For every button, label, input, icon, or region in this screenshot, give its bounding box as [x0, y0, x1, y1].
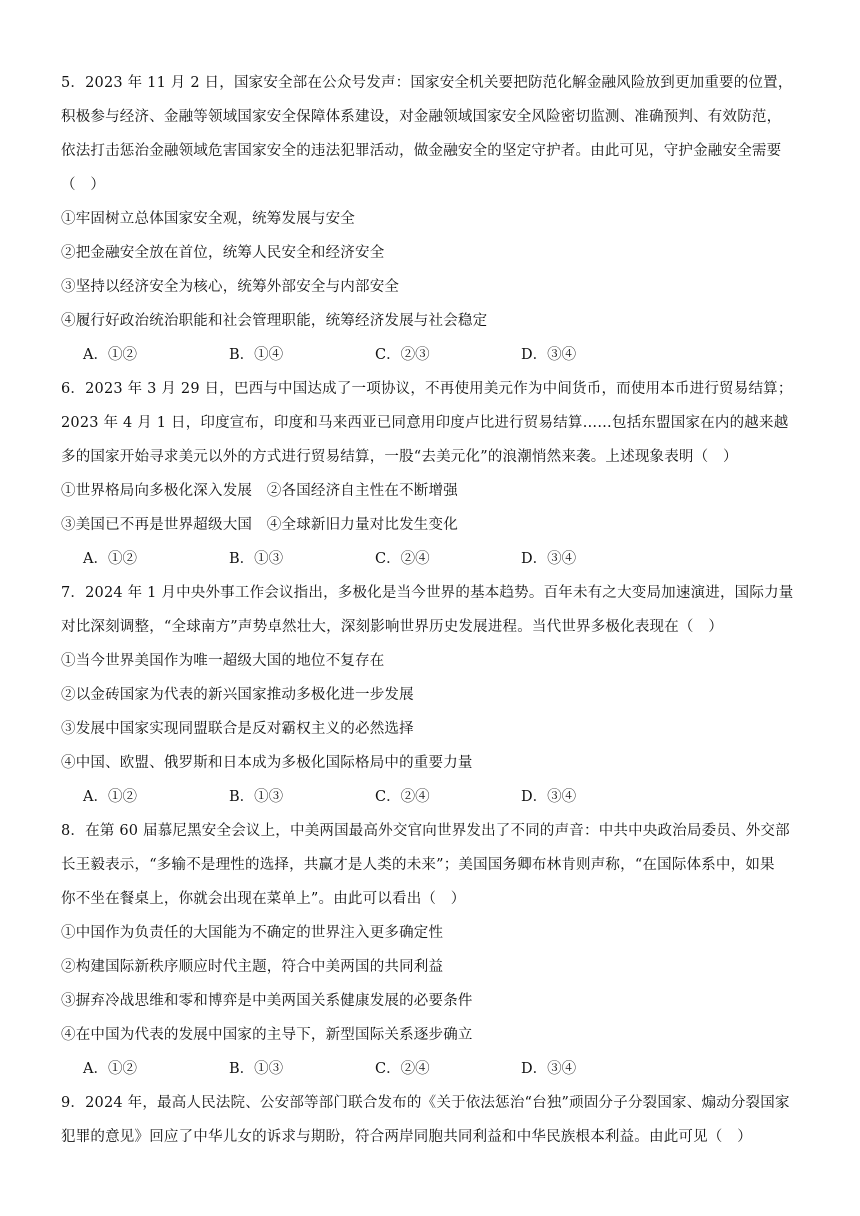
question-stem-line: 6．2023 年 3 月 29 日，巴西与中国达成了一项协议，不再使用美元作为中间货币，而使用本币进行贸易结算； [61, 381, 793, 397]
question-list [61, 66, 801, 1154]
answer-option[interactable]: D．③④ [521, 789, 577, 805]
statement-line: ①当今世界美国作为唯一超级大国的地位不复存在 [61, 653, 385, 669]
answer-options [61, 1052, 801, 1086]
question-block [61, 66, 801, 372]
statement-line: ②构建国际新秩序顺应时代主题，符合中美两国的共同利益 [61, 959, 444, 975]
question-block [61, 1086, 801, 1154]
answer-options [61, 338, 801, 372]
answer-options [61, 780, 801, 814]
statement-line: ③发展中国家实现同盟联合是反对霸权主义的必然选择 [61, 721, 414, 737]
answer-options [61, 542, 801, 576]
answer-option[interactable]: A．①② [83, 789, 137, 805]
question-stem-line: （ ） [61, 177, 106, 193]
statement-line: ②以金砖国家为代表的新兴国家推动多极化进一步发展 [61, 687, 414, 703]
statement-line: ④中国、欧盟、俄罗斯和日本成为多极化国际格局中的重要力量 [61, 755, 473, 771]
question-block [61, 576, 801, 814]
question-block [61, 814, 801, 1086]
statement-line: ③美国已不再是世界超级大国 ④全球新旧力量对比发生变化 [61, 517, 458, 533]
question-stem-line: 9．2024 年，最高人民法院、公安部等部门联合发布的《关于依法惩治“台独”顽固分子分裂国家、煽动分裂国家 [61, 1095, 790, 1111]
question-stem-line: 你不坐在餐桌上，你就会出现在菜单上”。由此可以看出（ ） [61, 891, 466, 907]
statement-line: ①中国作为负责任的大国能为不确定的世界注入更多确定性 [61, 925, 444, 941]
statement-line: ③坚持以经济安全为核心，统筹外部安全与内部安全 [61, 279, 400, 295]
question-stem-line: 5．2023 年 11 月 2 日，国家安全部在公众号发声：国家安全机关要把防范化解金融风险放到更加重要的位置， [61, 75, 793, 91]
answer-option[interactable]: D．③④ [521, 347, 577, 363]
statement-line: ④履行好政治统治职能和社会管理职能，统筹经济发展与社会稳定 [61, 313, 488, 329]
answer-option[interactable]: B．①③ [229, 789, 284, 805]
question-stem-line: 对比深刻调整，“全球南方”声势卓然壮大，深刻影响世界历史发展进程。当代世界多极化表现在（ ） [61, 619, 724, 635]
answer-option[interactable]: C．②④ [375, 789, 430, 805]
question-stem-line: 积极参与经济、金融等领域国家安全保障体系建设，对金融领域国家安全风险密切监测、准确预判、有效防范， [61, 109, 782, 125]
statement-line: ①世界格局向多极化深入发展 ②各国经济自主性在不断增强 [61, 483, 458, 499]
statement-line: ①牢固树立总体国家安全观，统筹发展与安全 [61, 211, 355, 227]
statement-line: ④在中国为代表的发展中国家的主导下，新型国际关系逐步确立 [61, 1027, 473, 1043]
question-stem-line: 长王毅表示，“多输不是理性的选择，共赢才是人类的未来”；美国国务卿布林肯则声称，“在国际体系中，如果 [61, 857, 775, 873]
question-stem-line: 7．2024 年 1 月中央外事工作会议指出，多极化是当今世界的基本趋势。百年未有之大变局加速演进，国际力量 [61, 585, 794, 601]
answer-option[interactable]: B．①④ [229, 347, 284, 363]
answer-option[interactable]: C．②③ [375, 347, 430, 363]
statement-line: ②把金融安全放在首位，统筹人民安全和经济安全 [61, 245, 385, 261]
answer-option[interactable]: D．③④ [521, 551, 577, 567]
question-stem-line: 8．在第 60 届慕尼黑安全会议上，中美两国最高外交官向世界发出了不同的声音：中共中央政治局委员、外交部 [61, 823, 790, 839]
answer-option[interactable]: D．③④ [521, 1061, 577, 1077]
statement-line: ③摒弃冷战思维和零和博弈是中美两国关系健康发展的必要条件 [61, 993, 473, 1009]
answer-option[interactable]: C．②④ [375, 551, 430, 567]
question-stem-line: 依法打击惩治金融领域危害国家安全的违法犯罪活动，做金融安全的坚定守护者。由此可见，守护金融安全需要 [61, 143, 782, 159]
answer-option[interactable]: A．①② [83, 347, 137, 363]
question-stem-line: 多的国家开始寻求美元以外的方式进行贸易结算，一股“去美元化”的浪潮悄然来袭。上述现象表明（ ） [61, 449, 738, 465]
answer-option[interactable]: B．①③ [229, 1061, 284, 1077]
question-stem-line: 犯罪的意见》回应了中华儿女的诉求与期盼，符合两岸同胞共同利益和中华民族根本利益。由此可见（ ） [61, 1129, 752, 1145]
answer-option[interactable]: A．①② [83, 551, 137, 567]
answer-option[interactable]: B．①③ [229, 551, 284, 567]
answer-option[interactable]: A．①② [83, 1061, 137, 1077]
question-stem-line: 2023 年 4 月 1 日，印度宣布，印度和马来西亚已同意用印度卢比进行贸易结算……包括东盟国家在内的越来越 [61, 415, 789, 431]
question-block [61, 372, 801, 576]
answer-option[interactable]: C．②④ [375, 1061, 430, 1077]
